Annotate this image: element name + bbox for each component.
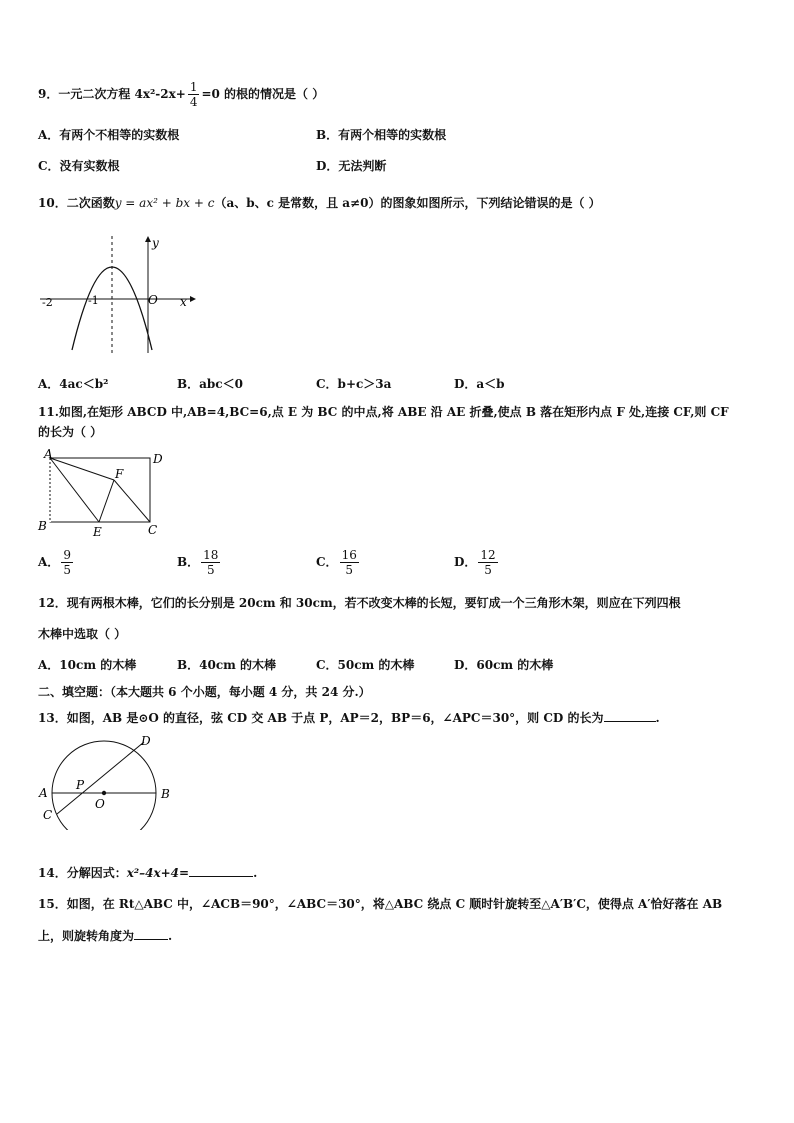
- q13-label-p: P: [76, 778, 85, 792]
- q11-option-a-letter: A．: [38, 555, 60, 569]
- q14-answer-blank: [189, 865, 253, 877]
- q11-option-b-den: 5: [206, 563, 215, 577]
- q15-end: .: [168, 929, 173, 943]
- q12-option-d: D．60cm 的木棒: [454, 658, 554, 672]
- q15-answer-blank: [134, 928, 168, 940]
- q13-label-d: D: [141, 734, 151, 748]
- q10-parabola-figure: [30, 228, 200, 358]
- q13-label-c: C: [43, 808, 53, 822]
- q11-option-a-den: 5: [63, 563, 71, 577]
- q11-rectangle-figure: [36, 446, 166, 538]
- q12-stem-line2: 木棒中选取（ ）: [38, 627, 127, 641]
- q11-option-a-fraction: [61, 548, 73, 577]
- q10-y-arrow: [145, 236, 151, 242]
- q11-segment-fe: [99, 480, 114, 522]
- q10-label-minus1: -1: [88, 294, 99, 307]
- q11-stem-line2: 的长为（ ）: [38, 425, 103, 439]
- q11-stem-line1: 11.如图,在矩形 ABCD 中,AB=4,BC=6,点 E 为 BC 的中点,将 ABE 沿 AE 折叠,使点 B 落在矩形内点 F 处,连接 CF,则 CF: [38, 405, 729, 419]
- q13-answer-blank: [604, 710, 656, 722]
- q10-option-d: D．a＜b: [454, 377, 505, 391]
- q11-option-b: [177, 548, 222, 577]
- q11-label-c: C: [148, 523, 158, 537]
- q11-option-b-letter: B．: [177, 555, 200, 569]
- q10-x-arrow: [190, 296, 196, 302]
- q9-frac-den: 4: [189, 95, 198, 109]
- q11-option-d: [454, 548, 500, 577]
- q10-option-c: C．b+c＞3a: [316, 377, 392, 391]
- q13-end: .: [655, 711, 660, 725]
- q11-rectangle-abcd: [50, 458, 150, 522]
- q10-prefix: 10．二次函数: [38, 196, 115, 210]
- q11-option-c: [316, 548, 361, 577]
- q9-prefix: 9．一元二次方程 4x²-2x+: [38, 87, 186, 101]
- q13-label-a: A: [39, 786, 48, 800]
- q11-label-f: F: [115, 467, 124, 481]
- q11-segment-fc: [114, 480, 150, 522]
- q9-option-b: B．有两个相等的实数根: [316, 128, 447, 142]
- q13-circle-figure: [34, 730, 180, 830]
- q15-stem-line1: 15．如图，在 Rt△ABC 中，∠ACB＝90°，∠ABC＝30°，将△ABC 绕点 C 顺时针旋转至△A′B′C，使得点 A′恰好落在 AB: [38, 897, 723, 911]
- q14-stem: [38, 864, 257, 881]
- q11-option-d-fraction: [478, 548, 497, 577]
- q11-option-c-num: 16: [341, 548, 357, 562]
- q11-option-c-fraction: [340, 548, 359, 577]
- q12-option-a: A．10cm 的木棒: [38, 658, 137, 672]
- q11-option-d-num: 12: [480, 548, 496, 562]
- q11-label-b: B: [38, 519, 47, 533]
- q15-stem-line2: [38, 927, 172, 944]
- q10-label-minus2: -2: [42, 296, 53, 309]
- q11-label-e: E: [93, 525, 102, 538]
- q11-option-a-num: 9: [63, 548, 71, 562]
- q9-option-c: C．没有实数根: [38, 159, 120, 173]
- q14-end: .: [253, 866, 258, 880]
- q10-label-origin: O: [148, 293, 158, 307]
- q11-option-d-letter: D．: [454, 555, 477, 569]
- q9-frac-num: 1: [189, 80, 198, 94]
- q11-option-c-letter: C．: [316, 555, 338, 569]
- q10-option-a: A．4ac＜b²: [38, 377, 109, 391]
- q9-fraction: [188, 80, 200, 109]
- q10-label-y: y: [152, 236, 159, 250]
- q13-label-b: B: [161, 787, 170, 801]
- q14-expression: x²–4x+4=: [126, 866, 190, 880]
- q11-label-a: A: [44, 447, 53, 461]
- q10-label-x: x: [180, 295, 187, 309]
- q9-suffix: =0 的根的情况是（ ）: [201, 87, 325, 101]
- q14-prefix: 14．分解因式：: [38, 866, 127, 880]
- q11-label-d: D: [153, 452, 163, 466]
- q13-text: 13．如图，AB 是⊙O 的直径，弦 CD 交 AB 于点 P，AP＝2，BP＝6，∠APC＝30°，则 CD 的长为: [38, 711, 604, 725]
- q11-segment-ae: [50, 458, 99, 522]
- q12-option-c: C．50cm 的木棒: [316, 658, 415, 672]
- q13-circle-o: [52, 741, 156, 830]
- q15-line2: 上，则旋转角度为: [38, 929, 135, 943]
- q9-stem: [38, 80, 324, 109]
- q10-suffix: （a、b、c 是常数，且 a≠0）的图象如图所示，下列结论错误的是（ ）: [214, 196, 601, 210]
- q11-option-d-den: 5: [484, 563, 492, 577]
- q13-stem: [38, 709, 660, 726]
- q11-option-b-fraction: [201, 548, 220, 577]
- q13-label-o: O: [95, 797, 105, 811]
- q10-option-b: B．abc＜0: [177, 377, 243, 391]
- q12-option-b: B．40cm 的木棒: [177, 658, 277, 672]
- q11-option-a: [38, 548, 75, 577]
- q12-stem-line1: 12．现有两根木棒，它们的长分别是 20cm 和 30cm，若不改变木棒的长短，要钉成一个三角形木架，则应在下列四根: [38, 596, 681, 610]
- q9-option-d: D．无法判断: [316, 159, 387, 173]
- q9-option-a: A．有两个不相等的实数根: [38, 128, 180, 142]
- q10-formula: y = ax² + bx + c: [114, 196, 215, 210]
- q11-option-b-num: 18: [203, 548, 219, 562]
- q11-segment-af: [50, 458, 114, 480]
- q13-center-point: [102, 791, 106, 795]
- q11-option-c-den: 5: [345, 563, 354, 577]
- q10-stem: [38, 194, 601, 211]
- section2-title: 二、填空题：（本大题共 6 个小题，每小题 4 分，共 24 分.）: [38, 685, 371, 699]
